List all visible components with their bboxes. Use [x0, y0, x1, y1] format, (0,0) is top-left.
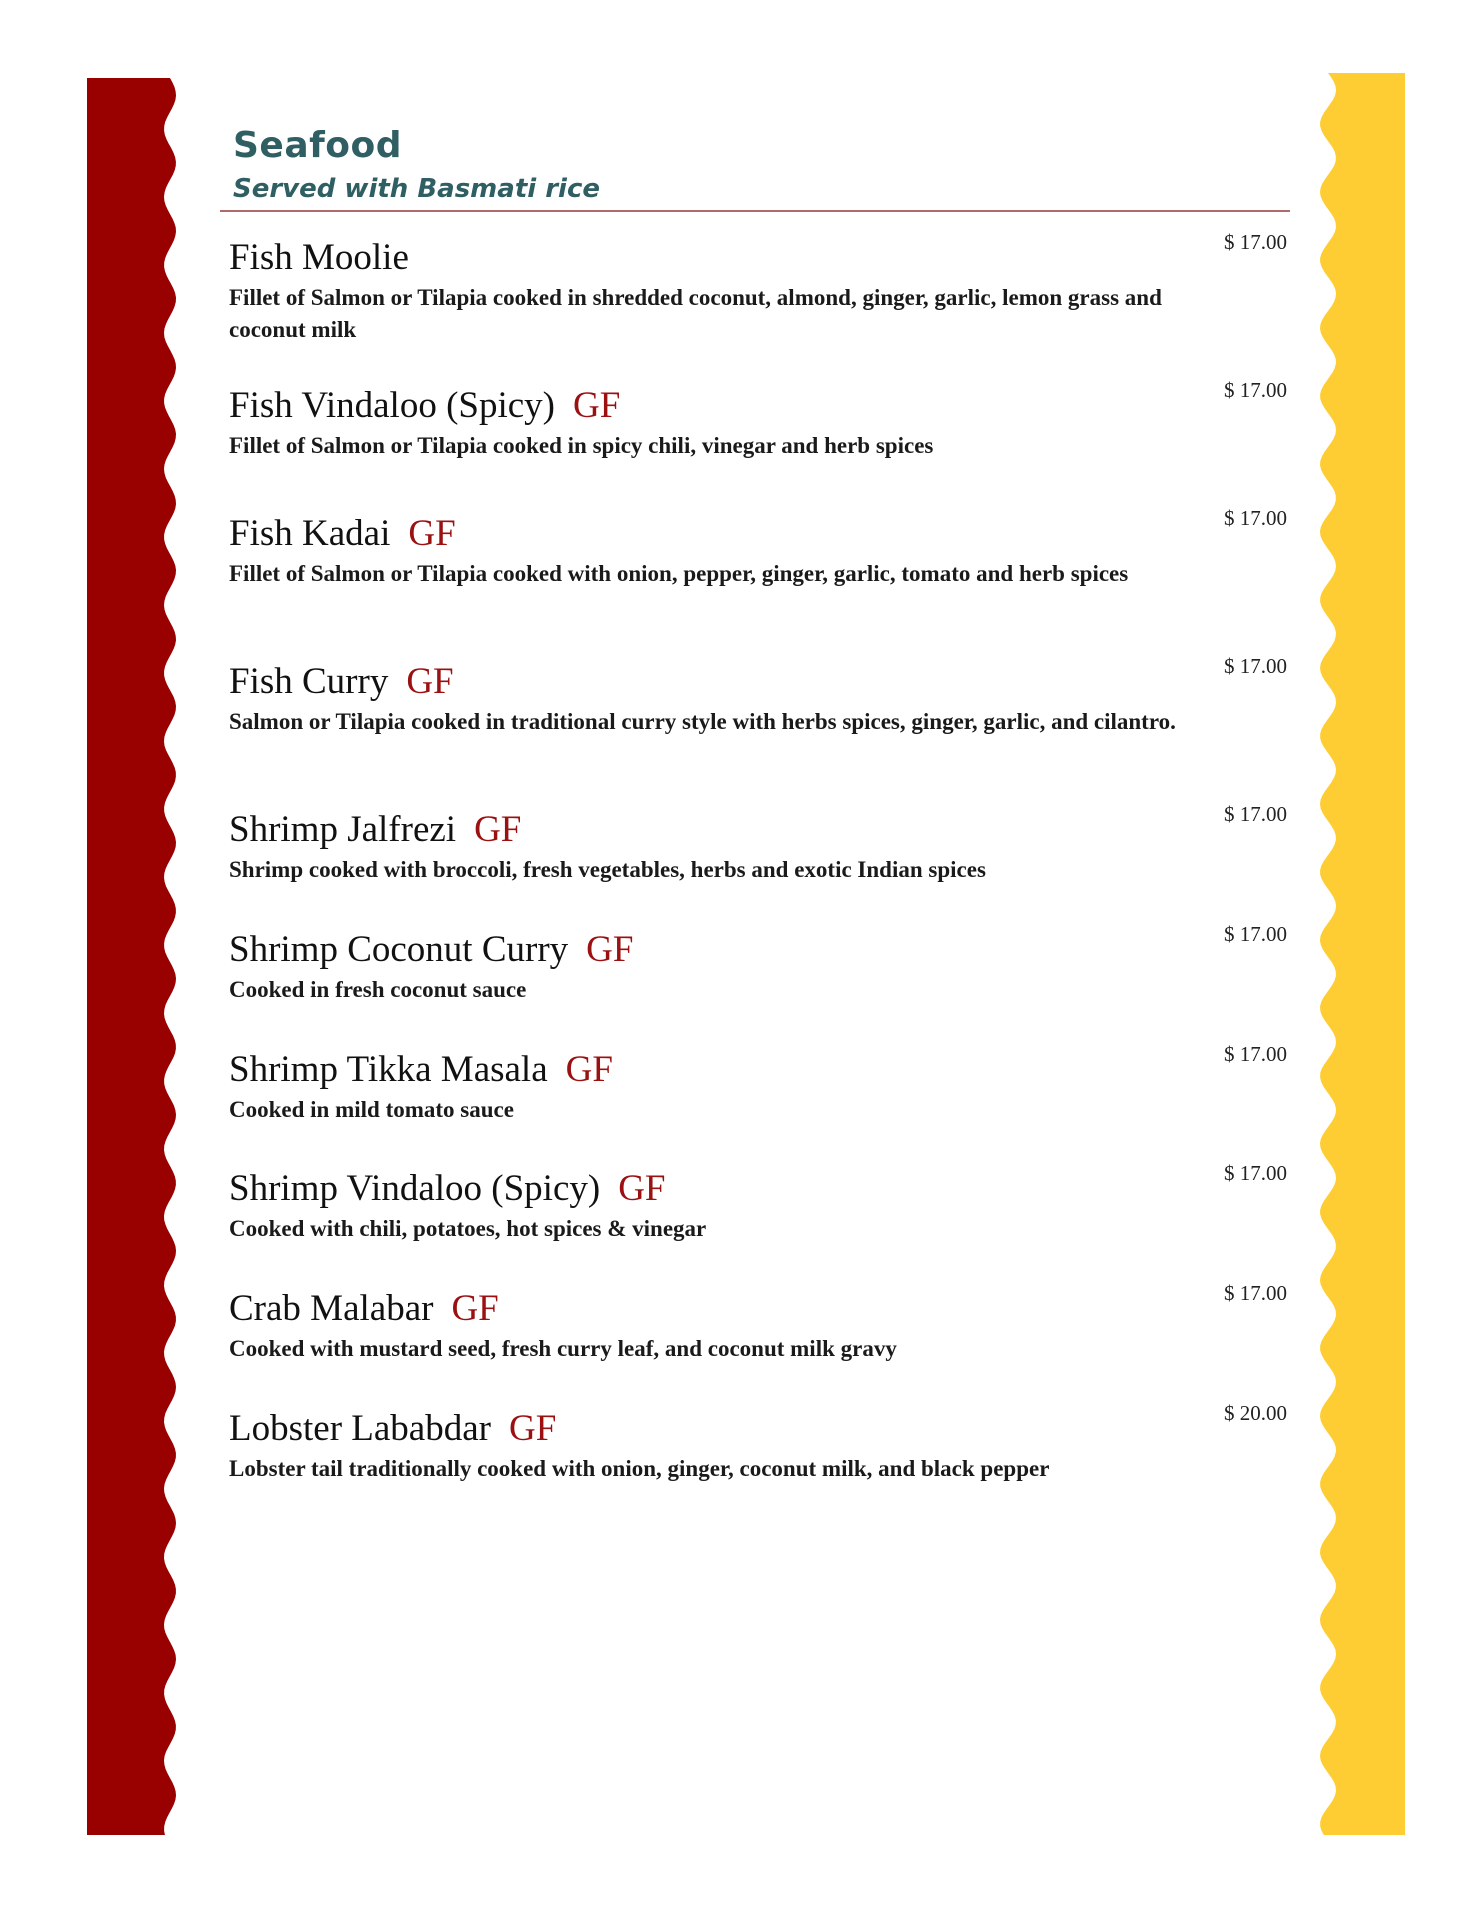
item-name: Fish Curry — [229, 661, 389, 702]
item-description: Fillet of Salmon or Tilapia cooked with onion, pepper, ginger, garlic, tomato and herb spices — [229, 561, 1129, 586]
item-name-row — [229, 512, 1297, 556]
item-name: Shrimp Vindaloo (Spicy) — [229, 1168, 601, 1209]
right-yellow-wavy-band — [1320, 73, 1405, 1835]
item-price: $ 17.00 — [1224, 1281, 1287, 1305]
header-divider — [220, 210, 1290, 212]
item-name-row — [229, 1287, 1297, 1331]
gf-badge: GF — [618, 1168, 666, 1209]
menu-item — [229, 1401, 1297, 1485]
item-price: $ 17.00 — [1224, 1161, 1287, 1185]
item-name-row — [229, 236, 1297, 280]
item-name: Shrimp Coconut Curry — [229, 929, 569, 970]
item-name-row — [229, 1048, 1297, 1092]
gf-badge: GF — [573, 385, 621, 426]
item-price: $ 17.00 — [1224, 654, 1287, 678]
item-name: Crab Malabar — [229, 1288, 434, 1329]
item-name: Shrimp Tikka Masala — [229, 1049, 548, 1090]
section-title: Seafood — [233, 125, 403, 166]
gf-badge: GF — [406, 661, 454, 702]
menu-item — [229, 1281, 1297, 1365]
item-description: Fillet of Salmon or Tilapia cooked in shredded coconut, almond, ginger, garlic, lemon grass and coconut milk — [229, 285, 1162, 342]
item-price: $ 20.00 — [1224, 1401, 1287, 1425]
item-price: $ 17.00 — [1224, 230, 1287, 254]
item-name: Fish Moolie — [229, 237, 409, 278]
item-description: Cooked in fresh coconut sauce — [229, 977, 527, 1002]
item-description: Salmon or Tilapia cooked in traditional curry style with herbs spices, ginger, garlic, and cilantro. — [229, 709, 1176, 734]
menu-item — [229, 802, 1297, 886]
menu-item — [229, 378, 1297, 462]
item-description: Cooked in mild tomato sauce — [229, 1097, 514, 1122]
item-description: Shrimp cooked with broccoli, fresh vegetables, herbs and exotic Indian spices — [229, 857, 986, 882]
gf-badge: GF — [451, 1288, 499, 1329]
menu-item — [229, 506, 1297, 590]
item-description: Cooked with chili, potatoes, hot spices & vinegar — [229, 1216, 707, 1241]
menu-item — [229, 230, 1297, 346]
item-name: Lobster Lababdar — [229, 1408, 491, 1449]
menu-item — [229, 1042, 1297, 1126]
gf-badge: GF — [474, 809, 522, 850]
item-name: Fish Vindaloo (Spicy) — [229, 385, 555, 426]
item-price: $ 17.00 — [1224, 378, 1287, 402]
gf-badge: GF — [565, 1049, 613, 1090]
item-name-row — [229, 1407, 1297, 1451]
menu-item — [229, 1161, 1297, 1245]
item-description: Fillet of Salmon or Tilapia cooked in spicy chili, vinegar and herb spices — [229, 433, 934, 458]
gf-badge: GF — [508, 1408, 557, 1449]
item-description: Lobster tail traditionally cooked with onion, ginger, coconut milk, and black pepper — [229, 1456, 1050, 1481]
section-header — [233, 124, 600, 206]
item-name-row — [229, 808, 1297, 852]
item-description: Cooked with mustard seed, fresh curry leaf, and coconut milk gravy — [229, 1336, 897, 1361]
gf-badge: GF — [586, 929, 634, 970]
item-name-row — [229, 384, 1297, 428]
item-name: Shrimp Jalfrezi — [229, 809, 457, 850]
item-name-row — [229, 928, 1297, 972]
menu-item — [229, 922, 1297, 1006]
gf-badge: GF — [408, 513, 456, 554]
item-name: Fish Kadai — [229, 513, 391, 554]
item-name-row — [229, 1167, 1297, 1211]
left-red-wavy-band — [87, 78, 176, 1835]
item-price: $ 17.00 — [1224, 922, 1287, 946]
item-price: $ 17.00 — [1224, 1042, 1287, 1066]
item-price: $ 17.00 — [1224, 506, 1287, 530]
section-subtitle: Served with Basmati rice — [233, 174, 600, 204]
item-name-row — [229, 660, 1297, 704]
item-price: $ 17.00 — [1224, 802, 1287, 826]
menu-item — [229, 654, 1297, 738]
